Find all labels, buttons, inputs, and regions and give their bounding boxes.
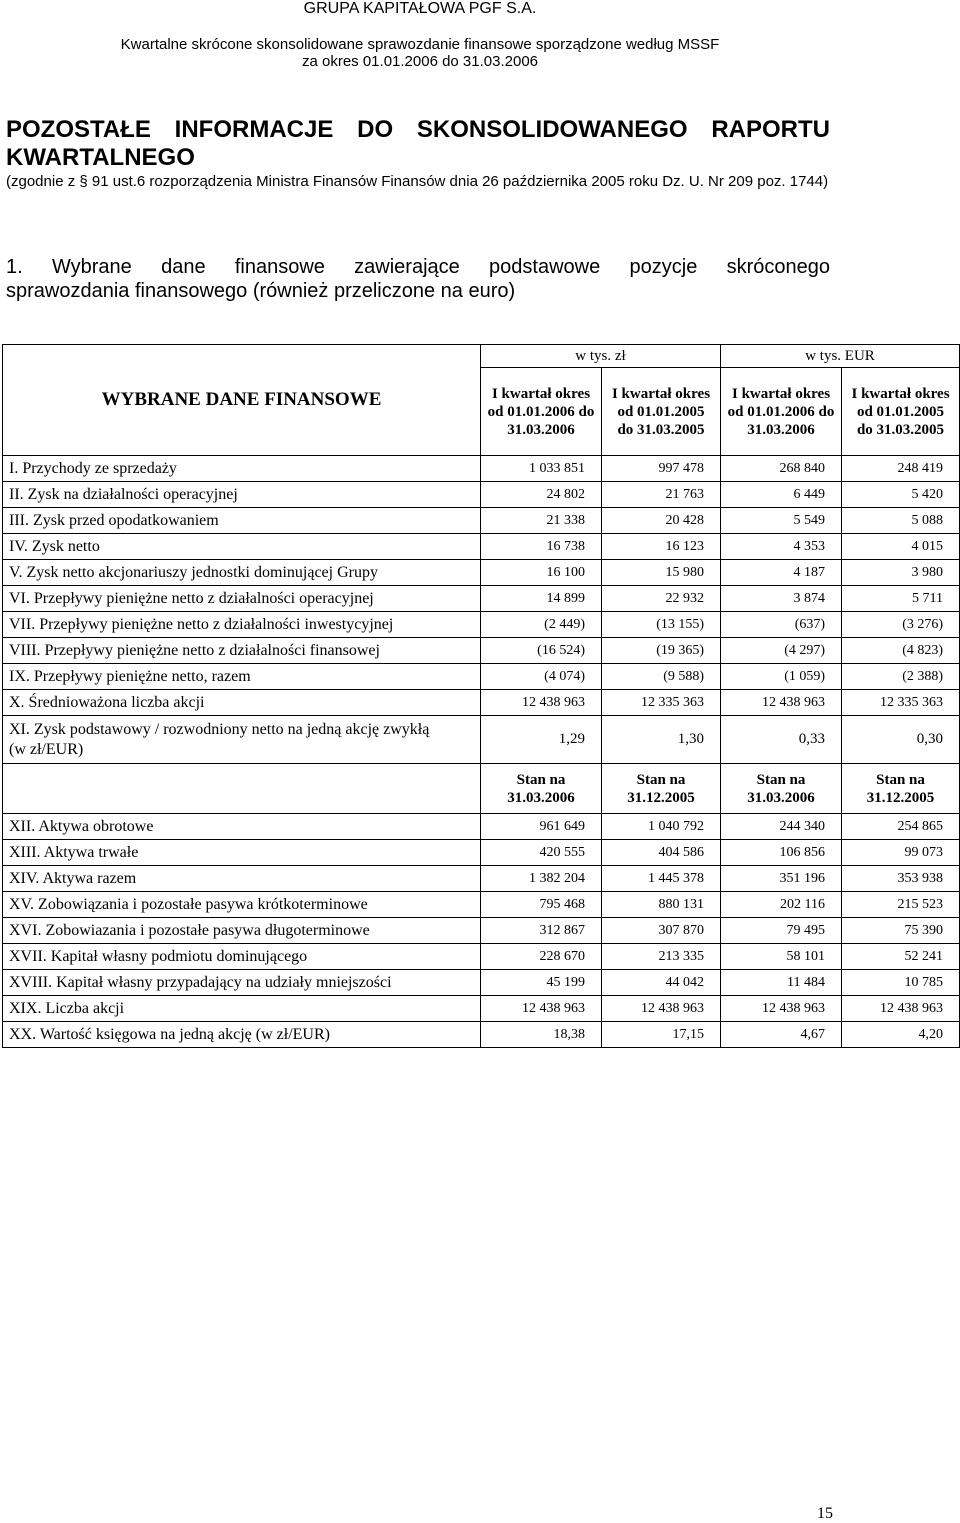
value-cell: 106 856	[721, 840, 842, 866]
table-row	[3, 586, 960, 612]
row-label: XVIII. Kapitał własny przypadający na udziały mniejszości	[3, 970, 481, 996]
value-cell: 12 438 963	[481, 996, 602, 1022]
value-cell: 997 478	[602, 456, 721, 482]
value-cell: 12 335 363	[602, 690, 721, 716]
value-cell: 44 042	[602, 970, 721, 996]
table-row	[3, 534, 960, 560]
value-cell: 312 867	[481, 918, 602, 944]
row-label: VII. Przepływy pieniężne netto z działalności inwestycyjnej	[3, 612, 481, 638]
value-cell: (4 074)	[481, 664, 602, 690]
report-title: Kwartalne skrócone skonsolidowane sprawozdanie finansowe sporządzone według MSSF	[120, 36, 720, 53]
unit-pln: w tys. zł	[481, 345, 721, 368]
row-label: XV. Zobowiązania i pozostałe pasywa krótkoterminowe	[3, 892, 481, 918]
table-row	[3, 508, 960, 534]
section-title-continued: KWARTALNEGO	[6, 144, 195, 171]
row-label: I. Przychody ze sprzedaży	[3, 456, 481, 482]
value-cell: (2 449)	[481, 612, 602, 638]
value-cell: 12 335 363	[842, 690, 960, 716]
table-row	[3, 638, 960, 664]
table-row	[3, 996, 960, 1022]
value-cell: 4 187	[721, 560, 842, 586]
value-cell: 52 241	[842, 944, 960, 970]
value-cell: 14 899	[481, 586, 602, 612]
table-row	[3, 1022, 960, 1048]
value-cell: (2 388)	[842, 664, 960, 690]
table-row	[3, 970, 960, 996]
value-cell: (1 059)	[721, 664, 842, 690]
value-cell: 10 785	[842, 970, 960, 996]
table-row	[3, 866, 960, 892]
report-period: za okres 01.01.2006 do 31.03.2006	[301, 53, 539, 70]
row-label: XIX. Liczba akcji	[3, 996, 481, 1022]
table-row	[3, 560, 960, 586]
value-cell: (3 276)	[842, 612, 960, 638]
balance-date-header: Stan na 31.03.2006	[481, 764, 602, 814]
table-row	[3, 944, 960, 970]
value-cell: 213 335	[602, 944, 721, 970]
value-cell: 11 484	[721, 970, 842, 996]
legal-basis: (zgodnie z § 91 ust.6 rozporządzenia Ministra Finansów Finansów dnia 26 października 2005 roku Dz. U. Nr 209 poz. 1744)	[6, 173, 829, 190]
value-cell: 5 420	[842, 482, 960, 508]
period-header: I kwartał okres od 01.01.2006 do 31.03.2006	[481, 368, 602, 456]
row-label: XVII. Kapitał własny podmiotu dominującego	[3, 944, 481, 970]
value-cell: 75 390	[842, 918, 960, 944]
value-cell: 1 033 851	[481, 456, 602, 482]
value-cell: 880 131	[602, 892, 721, 918]
value-cell: 4 353	[721, 534, 842, 560]
balance-date-header: Stan na 31.03.2006	[721, 764, 842, 814]
value-cell: 58 101	[721, 944, 842, 970]
value-cell: 16 123	[602, 534, 721, 560]
value-cell: 1 040 792	[602, 814, 721, 840]
row-label: VIII. Przepływy pieniężne netto z działalności finansowej	[3, 638, 481, 664]
value-cell: 24 802	[481, 482, 602, 508]
blank-cell	[3, 764, 481, 814]
value-cell: 5 549	[721, 508, 842, 534]
table-row	[3, 918, 960, 944]
value-cell: 244 340	[721, 814, 842, 840]
value-cell: 202 116	[721, 892, 842, 918]
value-cell: (9 588)	[602, 664, 721, 690]
value-cell: 254 865	[842, 814, 960, 840]
table-row	[3, 664, 960, 690]
value-cell: 6 449	[721, 482, 842, 508]
table-row	[3, 482, 960, 508]
value-cell: 404 586	[602, 840, 721, 866]
value-cell: 1 445 378	[602, 866, 721, 892]
value-cell: 307 870	[602, 918, 721, 944]
value-cell: 12 438 963	[842, 996, 960, 1022]
value-cell: 353 938	[842, 866, 960, 892]
value-cell: 15 980	[602, 560, 721, 586]
value-cell: 20 428	[602, 508, 721, 534]
value-cell: 45 199	[481, 970, 602, 996]
value-cell: 4,20	[842, 1022, 960, 1048]
balance-header-row	[3, 764, 960, 814]
page-number: 15	[817, 1505, 833, 1522]
value-cell: 12 438 963	[481, 690, 602, 716]
value-cell: (4 823)	[842, 638, 960, 664]
balance-date-header: Stan na 31.12.2005	[602, 764, 721, 814]
value-cell: 0,33	[721, 716, 842, 764]
value-cell: 0,30	[842, 716, 960, 764]
row-label: V. Zysk netto akcjonariuszy jednostki dominującej Grupy	[3, 560, 481, 586]
balance-date-header: Stan na 31.12.2005	[842, 764, 960, 814]
value-cell: 5 711	[842, 586, 960, 612]
table-row	[3, 716, 960, 764]
unit-eur: w tys. EUR	[721, 345, 960, 368]
value-cell: 268 840	[721, 456, 842, 482]
period-header: I kwartał okres od 01.01.2005 do 31.03.2005	[842, 368, 960, 456]
value-cell: (4 297)	[721, 638, 842, 664]
value-cell: 420 555	[481, 840, 602, 866]
table-row	[3, 892, 960, 918]
value-cell: 21 338	[481, 508, 602, 534]
value-cell: 1,30	[602, 716, 721, 764]
value-cell: 228 670	[481, 944, 602, 970]
value-cell: 4 015	[842, 534, 960, 560]
value-cell: 215 523	[842, 892, 960, 918]
table-row	[3, 690, 960, 716]
value-cell: (13 155)	[602, 612, 721, 638]
value-cell: 12 438 963	[721, 996, 842, 1022]
value-cell: (16 524)	[481, 638, 602, 664]
value-cell: 248 419	[842, 456, 960, 482]
subsection-title: 1. Wybrane dane finansowe zawierające podstawowe pozycje skróconego	[6, 256, 830, 278]
value-cell: 961 649	[481, 814, 602, 840]
value-cell: 3 980	[842, 560, 960, 586]
unit-header-row	[3, 345, 960, 368]
row-label: II. Zysk na działalności operacyjnej	[3, 482, 481, 508]
value-cell: 17,15	[602, 1022, 721, 1048]
company-name: GRUPA KAPITAŁOWA PGF S.A.	[303, 0, 537, 17]
row-label: XIII. Aktywa trwałe	[3, 840, 481, 866]
period-header: I kwartał okres od 01.01.2006 do 31.03.2006	[721, 368, 842, 456]
table-row	[3, 456, 960, 482]
row-label: IV. Zysk netto	[3, 534, 481, 560]
value-cell: 12 438 963	[721, 690, 842, 716]
row-label: XX. Wartość księgowa na jedną akcję (w zł/EUR)	[3, 1022, 481, 1048]
section-title: POZOSTAŁE INFORMACJE DO SKONSOLIDOWANEGO RAPORTU	[6, 116, 830, 143]
financial-data-table	[2, 344, 960, 1048]
value-cell: 22 932	[602, 586, 721, 612]
row-label: X. Średnioważona liczba akcji	[3, 690, 481, 716]
value-cell: (19 365)	[602, 638, 721, 664]
value-cell: 18,38	[481, 1022, 602, 1048]
row-label: XI. Zysk podstawowy / rozwodniony netto na jedną akcję zwykłą (w zł/EUR)	[3, 716, 481, 764]
subsection-title-continued: sprawozdania finansowego (również przeliczone na euro)	[6, 280, 516, 302]
row-label: III. Zysk przed opodatkowaniem	[3, 508, 481, 534]
row-label: XIV. Aktywa razem	[3, 866, 481, 892]
value-cell: 3 874	[721, 586, 842, 612]
value-cell: 79 495	[721, 918, 842, 944]
value-cell: 351 196	[721, 866, 842, 892]
value-cell: 99 073	[842, 840, 960, 866]
row-label: IX. Przepływy pieniężne netto, razem	[3, 664, 481, 690]
main-header: WYBRANE DANE FINANSOWE	[3, 345, 481, 456]
value-cell: 795 468	[481, 892, 602, 918]
row-label: XVI. Zobowiazania i pozostałe pasywa długoterminowe	[3, 918, 481, 944]
value-cell: 5 088	[842, 508, 960, 534]
value-cell: 21 763	[602, 482, 721, 508]
value-cell: (637)	[721, 612, 842, 638]
table-row	[3, 840, 960, 866]
value-cell: 1,29	[481, 716, 602, 764]
row-label: XII. Aktywa obrotowe	[3, 814, 481, 840]
value-cell: 12 438 963	[602, 996, 721, 1022]
row-label: VI. Przepływy pieniężne netto z działalności operacyjnej	[3, 586, 481, 612]
value-cell: 16 100	[481, 560, 602, 586]
table-row	[3, 814, 960, 840]
value-cell: 4,67	[721, 1022, 842, 1048]
value-cell: 1 382 204	[481, 866, 602, 892]
period-header: I kwartał okres od 01.01.2005 do 31.03.2005	[602, 368, 721, 456]
value-cell: 16 738	[481, 534, 602, 560]
table-row	[3, 612, 960, 638]
